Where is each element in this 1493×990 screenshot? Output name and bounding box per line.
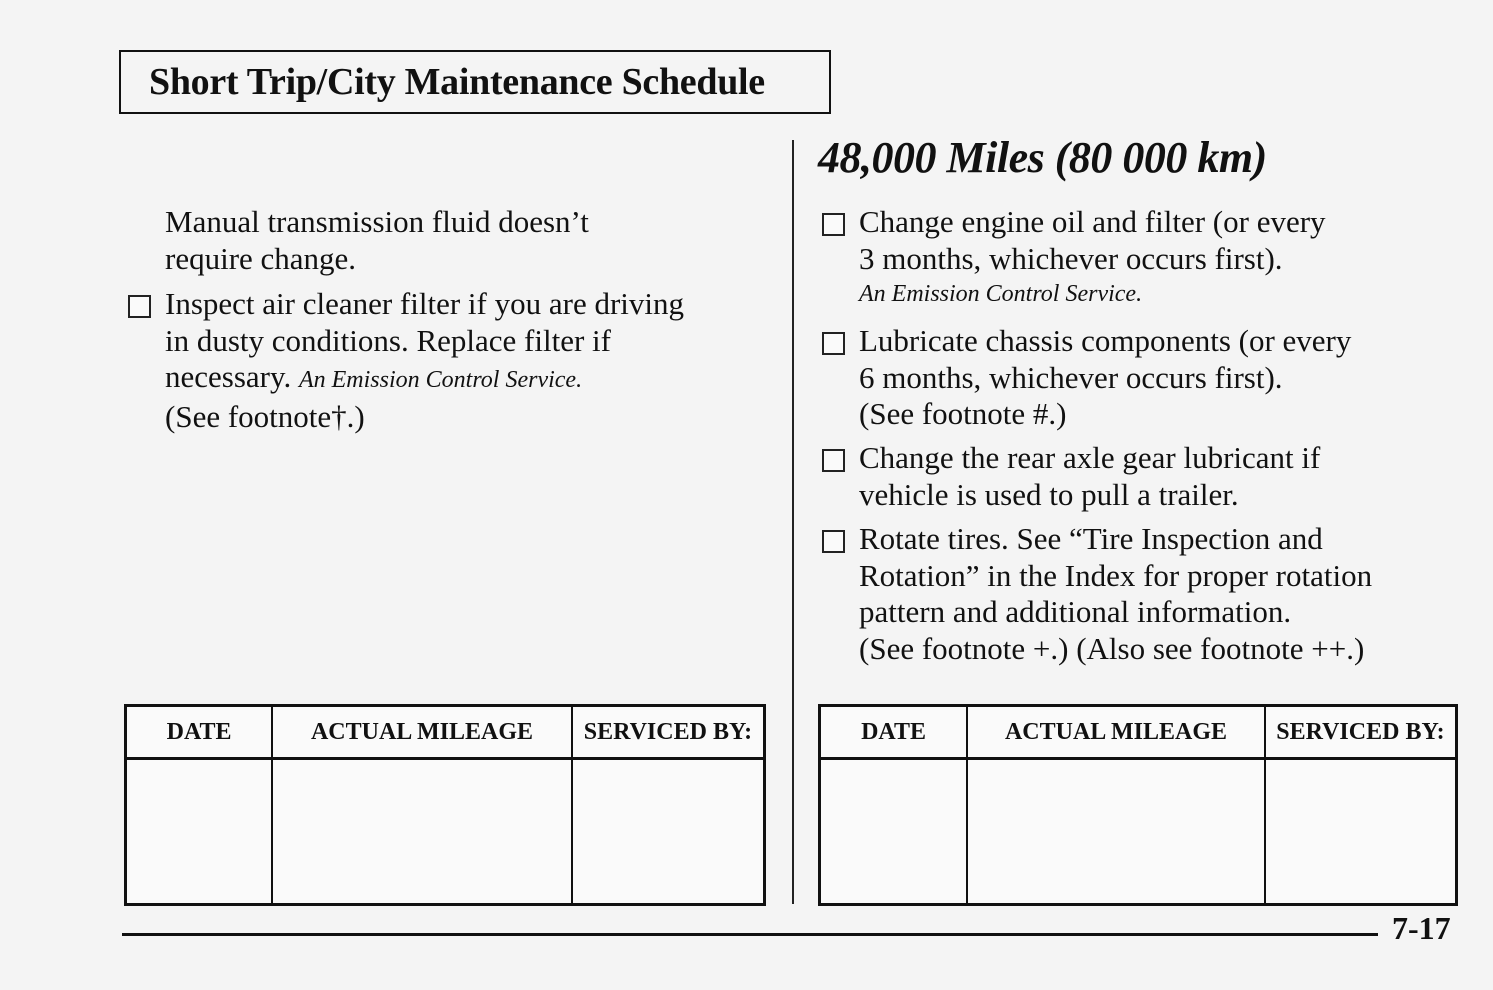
item-line: necessary. xyxy=(165,359,292,394)
footnote-ref: (See footnote†.) xyxy=(165,398,365,434)
checkbox[interactable] xyxy=(822,449,845,472)
date-cell[interactable] xyxy=(126,759,273,905)
item-line-with-note xyxy=(165,359,684,399)
transmission-note-line-1: Manual transmission fluid doesn’t xyxy=(165,204,589,239)
checklist-item-rotate-tires xyxy=(859,521,1372,667)
table-row xyxy=(126,759,765,905)
item-line: 6 months, whichever occurs first). xyxy=(859,359,1283,395)
item-line: Change engine oil and filter (or every xyxy=(859,204,1326,239)
item-line: Lubricate chassis components (or every xyxy=(859,323,1352,358)
checklist-item-air-filter xyxy=(165,286,684,435)
checklist-item-chassis xyxy=(859,323,1351,433)
item-line: Rotate tires. See “Tire Inspection and xyxy=(859,521,1323,556)
item-line: in dusty conditions. Replace filter if xyxy=(165,322,611,358)
checkbox[interactable] xyxy=(822,213,845,236)
emission-note: An Emission Control Service. xyxy=(298,367,583,393)
checklist-item-engine-oil xyxy=(859,204,1326,311)
checkbox[interactable] xyxy=(128,295,151,318)
column-header-serviced-by: SERVICED BY: xyxy=(572,706,765,759)
item-line: vehicle is used to pull a trailer. xyxy=(859,476,1239,512)
table-row xyxy=(820,759,1457,905)
transmission-note-line-2: require change. xyxy=(165,240,357,276)
serviced-by-cell[interactable] xyxy=(572,759,765,905)
checkbox[interactable] xyxy=(822,332,845,355)
item-line: Rotation” in the Index for proper rotation xyxy=(859,557,1373,593)
column-header-date: DATE xyxy=(126,706,273,759)
footer-rule xyxy=(122,933,1378,936)
item-line: (See footnote #.) xyxy=(859,396,1067,431)
item-line: 3 months, whichever occurs first). xyxy=(859,240,1283,276)
page-number: 7-17 xyxy=(1392,910,1451,946)
section-heading: 48,000 Miles (80 000 km) xyxy=(818,133,1267,182)
item-line: (See footnote +.) (Also see footnote ++.) xyxy=(859,630,1365,666)
service-log-table-left xyxy=(124,704,766,906)
column-header-actual-mileage: ACTUAL MILEAGE xyxy=(272,706,572,759)
item-line: pattern and additional information. xyxy=(859,594,1292,629)
column-header-date: DATE xyxy=(820,706,968,759)
item-line: Change the rear axle gear lubricant if xyxy=(859,440,1321,475)
emission-note: An Emission Control Service. xyxy=(859,281,1143,307)
mileage-cell[interactable] xyxy=(967,759,1265,905)
column-header-serviced-by: SERVICED BY: xyxy=(1265,706,1457,759)
transmission-note xyxy=(165,204,765,277)
item-line: Inspect air cleaner filter if you are driving xyxy=(165,286,685,321)
page-title xyxy=(119,50,831,114)
column-divider xyxy=(792,140,794,904)
serviced-by-cell[interactable] xyxy=(1265,759,1457,905)
column-header-actual-mileage: ACTUAL MILEAGE xyxy=(967,706,1265,759)
checklist-item-rear-axle xyxy=(859,440,1320,513)
mileage-cell[interactable] xyxy=(272,759,572,905)
checkbox[interactable] xyxy=(822,530,845,553)
date-cell[interactable] xyxy=(820,759,968,905)
service-log-table-right xyxy=(818,704,1458,906)
page-title-text: Short Trip/City Maintenance Schedule xyxy=(149,61,765,103)
